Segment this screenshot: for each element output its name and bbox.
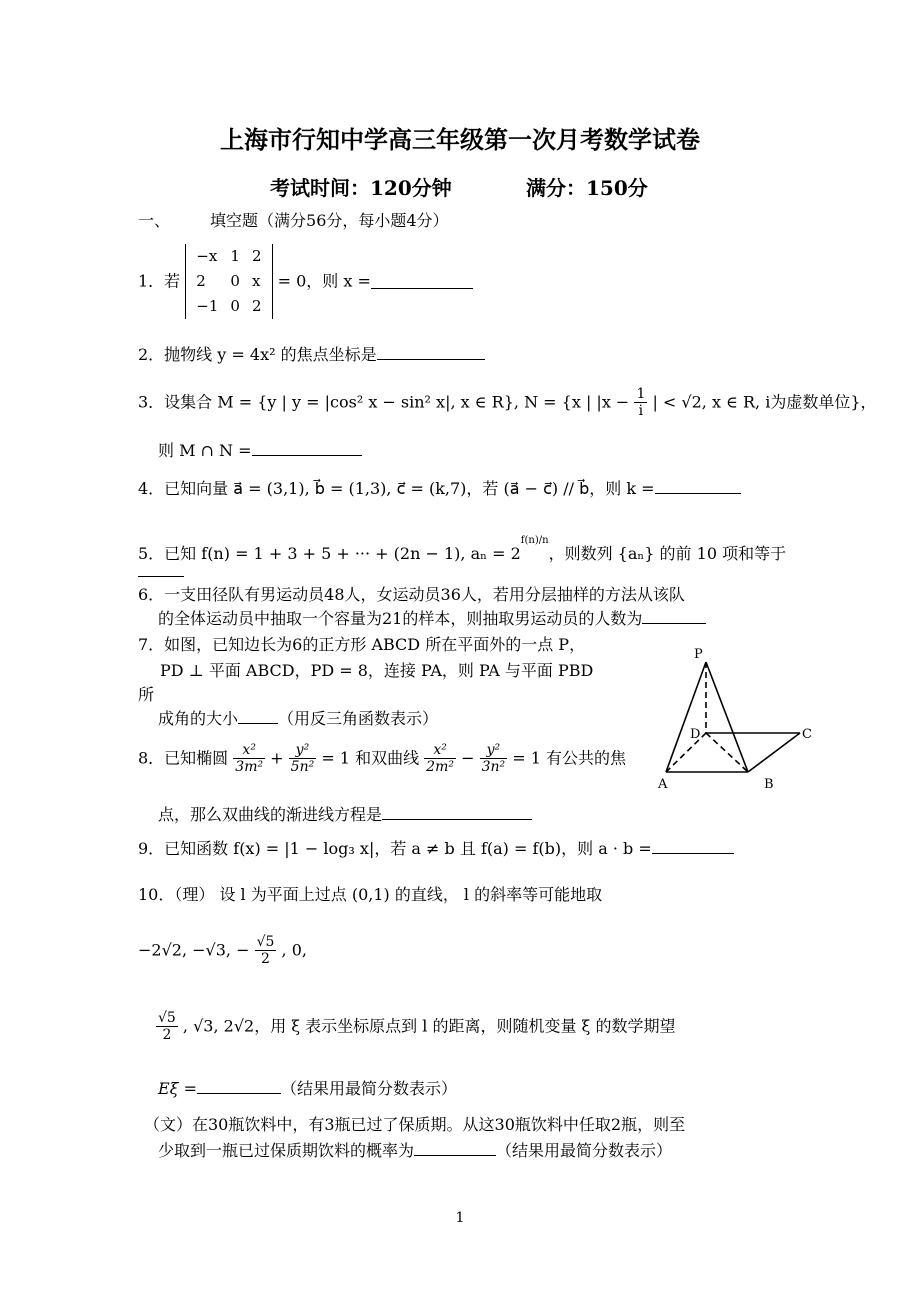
q10-wen-line1: （文）在30瓶饮料中，有3瓶已过了保质期。从这30瓶饮料中任取2瓶，则至 (144, 1115, 686, 1134)
fraction-numerator: √5 (256, 934, 275, 950)
edge-pb (706, 662, 748, 772)
q7-line3: 所 (138, 685, 155, 704)
q10-vals2: , √3, 2√2，用 ξ 表示坐标原点到 l 的距离，则随机变量 ξ 的数学期望 (182, 1016, 676, 1036)
q6-line1: 6．一支田径队有男运动员48人，女运动员36人，若用分层抽样的方法从该队 (138, 585, 685, 604)
det-cell: 2 (251, 297, 262, 315)
question-9 (138, 838, 734, 860)
fraction-denominator: 2m² (426, 759, 454, 775)
fraction (233, 742, 265, 775)
question-4 (138, 478, 741, 500)
label-p: P (694, 647, 703, 662)
det-cell: 1 (230, 247, 240, 265)
q10-expectation (158, 1078, 457, 1100)
q1-number: 1．若 (138, 271, 181, 291)
question-7-line4 (158, 708, 438, 730)
q2-text: 2．抛物线 y = 4x² 的焦点坐标是 (138, 345, 377, 364)
q3-fraction (634, 386, 647, 419)
page-title: 上海市行知中学高三年级第一次月考数学试卷 (220, 125, 700, 154)
answer-blank[interactable] (138, 576, 184, 577)
q3-part2: | < √2, x ∈ R, i为虚数单位}， (652, 392, 877, 412)
question-8-line2 (158, 804, 532, 826)
question-2 (138, 344, 485, 366)
det-cell: 0 (230, 297, 240, 315)
det-cell: 0 (230, 272, 240, 290)
q10-values-1 (138, 934, 307, 967)
q10-wen2b: （结果用最简分数表示） (496, 1141, 673, 1160)
fraction-denominator: 2 (162, 1027, 172, 1043)
full-score: 满分：150分 (526, 176, 648, 200)
fraction-numerator: y² (289, 742, 317, 759)
det-cell: x (251, 272, 261, 290)
q7-line1: 7．如图，已知边长为6的正方形 ABCD 所在平面外的一点 P， (138, 635, 586, 654)
question-5 (138, 530, 786, 565)
question-6-line2 (158, 608, 706, 630)
q10-values-2 (156, 1010, 675, 1043)
pyramid-figure (650, 640, 820, 800)
answer-blank[interactable] (238, 709, 278, 724)
edge-db (706, 733, 748, 772)
fraction-numerator: x² (233, 742, 265, 759)
fraction (424, 742, 456, 775)
answer-blank[interactable] (652, 839, 734, 854)
q5-exponent: f(n)/n (520, 535, 549, 546)
q10-vals1b: , 0, (281, 940, 307, 960)
fraction-denominator: 5n² (290, 759, 315, 775)
q1-determinant (185, 244, 272, 319)
fraction-denominator: 2 (261, 951, 270, 967)
section-heading (138, 210, 449, 232)
question-3 (138, 386, 877, 419)
q6-line2: 的全体运动员中抽取一个容量为21的样本，则抽取男运动员的人数为 (158, 609, 643, 628)
answer-blank[interactable] (197, 1079, 281, 1094)
fraction-denominator: i (638, 403, 644, 419)
answer-blank[interactable] (655, 479, 741, 494)
q10-vals1: −2√2, −√3, − (138, 940, 250, 960)
q10-line1: 10．（理） 设 l 为平面上过点 (0,1) 的直线， l 的斜率等可能地取 (138, 885, 603, 904)
det-cell: 2 (251, 247, 262, 265)
page-number: 1 (455, 1210, 465, 1226)
label-c: C (802, 727, 812, 742)
q10-wen-line2 (158, 1140, 672, 1162)
answer-blank[interactable] (382, 805, 532, 820)
answer-blank[interactable] (642, 609, 706, 624)
question-1 (138, 244, 473, 319)
label-b: B (764, 777, 774, 792)
q9-text: 9．已知函数 f(x) = |1 − log₃ x|，若 a ≠ b 且 f(a) = f(b)，则 a · b = (138, 839, 652, 858)
label-d: D (690, 727, 701, 742)
q7-line4b: （用反三角函数表示） (278, 709, 439, 728)
minus-sign: − (461, 748, 475, 768)
q3-line2: 则 M ∩ N = (158, 441, 252, 460)
q4-text: 4．已知向量 a⃗ = (3,1), b⃗ = (1,3), c⃗ = (k,7)，若 (a⃗ − c⃗) // b⃗，则 k = (138, 479, 655, 498)
q10-wen2: 少取到一瓶已过保质期饮料的概率为 (158, 1141, 415, 1160)
q5-part2: ，则数列 {aₙ} 的前 10 项和等于 (548, 544, 787, 563)
q3-part1: 3．设集合 M = {y | y = |cos² x − sin² x|, x ∈ R}, N = {x | |x − (138, 392, 630, 412)
q1-equation: = 0，则 x = (277, 271, 371, 291)
answer-blank[interactable] (371, 274, 473, 289)
fraction (480, 742, 508, 775)
exam-time: 考试时间：120分钟 (270, 176, 452, 200)
question-3-line2 (158, 440, 362, 462)
fraction (255, 934, 277, 967)
det-cell: −1 (196, 297, 219, 315)
q10-exp-note: （结果用最简分数表示） (280, 1079, 457, 1098)
q5-part1: 5．已知 f(n) = 1 + 3 + 5 + ··· + (2n − 1), aₙ = 2 (138, 544, 521, 563)
section-label: 填空题（满分56分，每小题4分） (210, 211, 449, 230)
fraction-numerator: √5 (158, 1010, 176, 1026)
answer-blank[interactable] (377, 345, 485, 360)
fraction-denominator: 3m² (235, 759, 264, 775)
det-cell: 2 (196, 272, 206, 290)
fraction-numerator: x² (424, 742, 456, 759)
q10-exp: Eξ = (158, 1079, 197, 1098)
fraction-denominator: 3n² (481, 759, 506, 775)
fraction-numerator: 1 (636, 386, 646, 402)
q8-post: = 1 有公共的焦 (512, 748, 626, 768)
q8-mid: = 1 和双曲线 (321, 748, 420, 768)
fraction (156, 1010, 178, 1043)
q7-line2: PD ⊥ 平面 ABCD，PD = 8，连接 PA，则 PA 与平面 PBD (160, 661, 594, 680)
fraction (289, 742, 317, 775)
section-number: 一、 (138, 211, 171, 230)
edge-bc (748, 733, 800, 772)
label-a: A (658, 777, 668, 792)
edge-pa (666, 662, 706, 772)
fraction-numerator: y² (480, 742, 508, 759)
q8-pre: 8．已知椭圆 (138, 748, 229, 768)
answer-blank[interactable] (414, 1141, 496, 1156)
q7-line4a: 成角的大小 (158, 709, 239, 728)
det-cell: −x (196, 247, 218, 265)
answer-blank[interactable] (252, 441, 362, 456)
plus-sign: + (270, 748, 284, 768)
question-8 (138, 742, 626, 775)
q8-line2: 点，那么双曲线的渐进线方程是 (158, 805, 383, 824)
